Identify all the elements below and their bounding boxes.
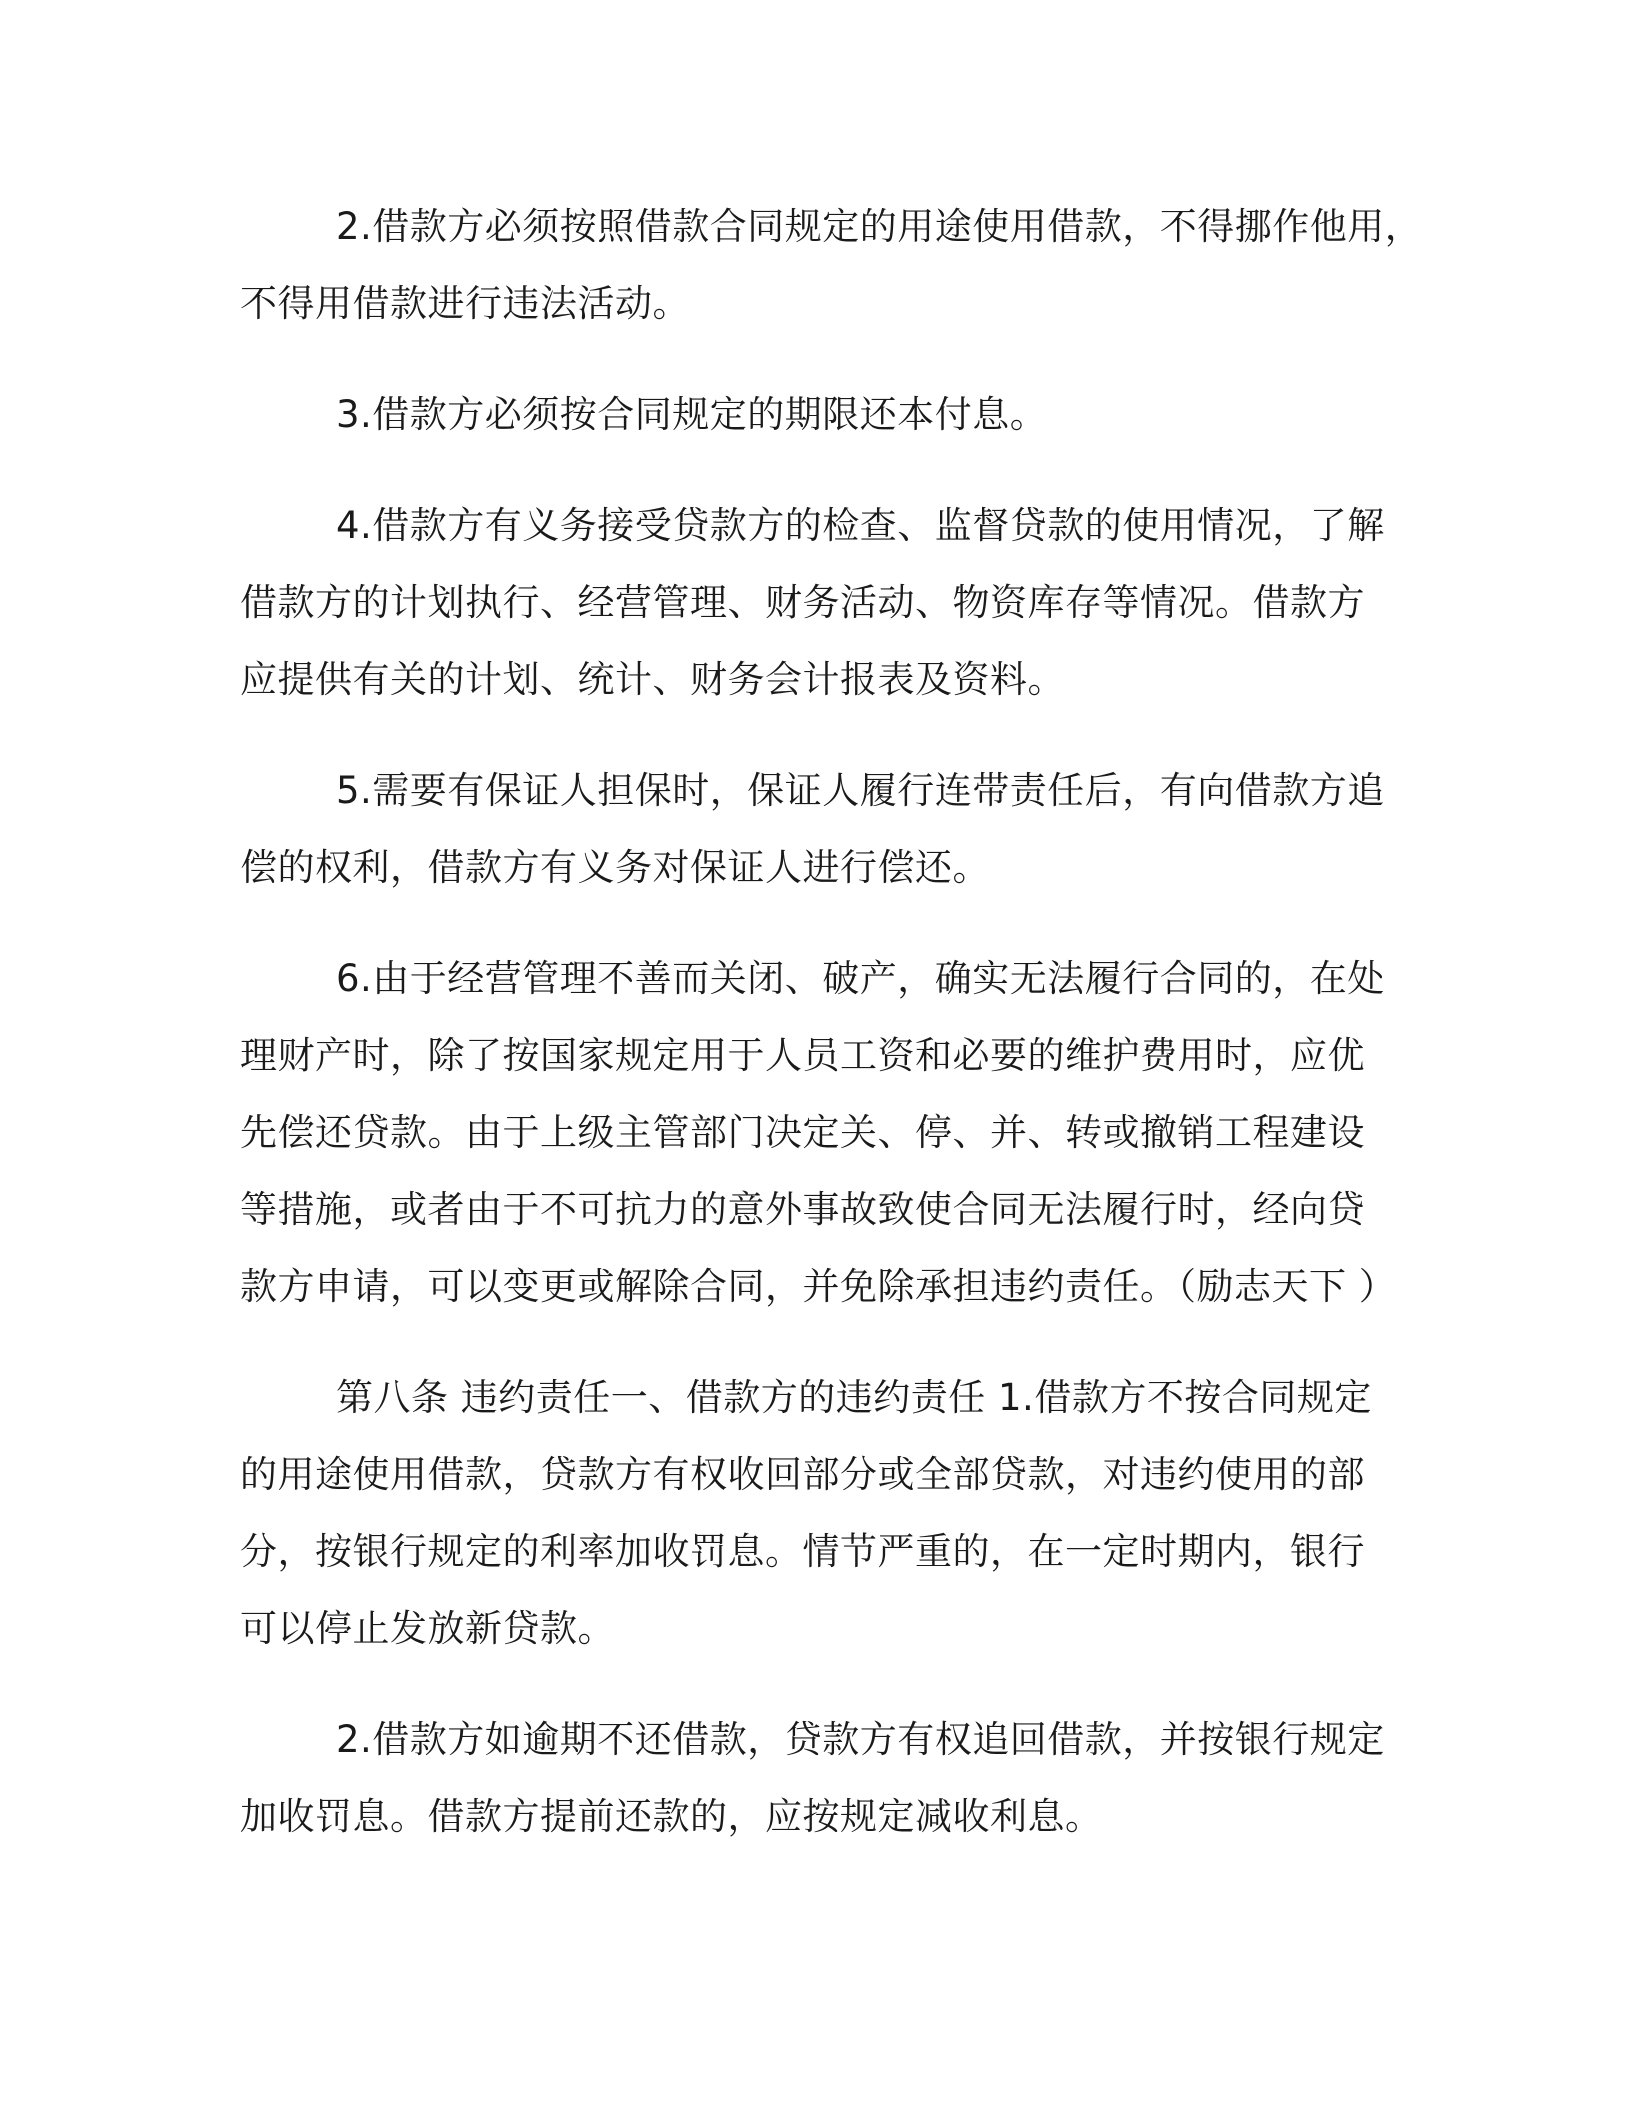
text-line: 可以停止发放新贷款。 (240, 1607, 615, 1650)
document-body (240, 188, 1423, 1889)
text-line: 分，按银行规定的利率加收罚息。情节严重的，在一定时期内，银行 (240, 1530, 1365, 1573)
paragraph-3 (240, 376, 1390, 453)
text-line: 理财产时，除了按国家规定用于人员工资和必要的维护费用时，应优 (240, 1034, 1365, 1077)
text-line: 应提供有关的计划、统计、财务会计报表及资料。 (240, 658, 1065, 701)
text-line: 3.借款方必须按合同规定的期限还本付息。 (336, 393, 1048, 436)
paragraph-6 (240, 940, 1397, 1325)
text-line: 加收罚息。借款方提前还款的，应按规定减收利息。 (240, 1795, 1103, 1838)
text-line: 借款方的计划执行、经营管理、财务活动、物资库存等情况。借款方 (240, 581, 1365, 624)
paragraph-overdue (240, 1701, 1390, 1855)
paragraph-2 (240, 188, 1423, 342)
paragraph-5 (240, 752, 1390, 906)
paragraph-4 (240, 487, 1390, 718)
text-line: 4.借款方有义务接受贷款方的检查、监督贷款的使用情况，了解 (336, 504, 1385, 547)
text-line: 2.借款方必须按照借款合同规定的用途使用借款，不得挪作他用， (336, 205, 1423, 248)
paragraph-article-8 (240, 1359, 1390, 1667)
text-line: 先偿还贷款。由于上级主管部门决定关、停、并、转或撤销工程建设 (240, 1111, 1365, 1154)
text-line: 偿的权利，借款方有义务对保证人进行偿还。 (240, 846, 990, 889)
text-line: 款方申请，可以变更或解除合同，并免除承担违约责任。（励志天下 ） (240, 1265, 1397, 1308)
text-line: 第八条 违约责任一、借款方的违约责任 1.借款方不按合同规定 (336, 1376, 1372, 1419)
text-line: 的用途使用借款，贷款方有权收回部分或全部贷款，对违约使用的部 (240, 1453, 1365, 1496)
text-line: 5.需要有保证人担保时，保证人履行连带责任后，有向借款方追 (336, 769, 1385, 812)
text-line: 不得用借款进行违法活动。 (240, 282, 690, 325)
text-line: 6.由于经营管理不善而关闭、破产，确实无法履行合同的，在处 (336, 957, 1385, 1000)
text-line: 2.借款方如逾期不还借款，贷款方有权追回借款，并按银行规定 (336, 1718, 1385, 1761)
text-line: 等措施，或者由于不可抗力的意外事故致使合同无法履行时，经向贷 (240, 1188, 1365, 1231)
